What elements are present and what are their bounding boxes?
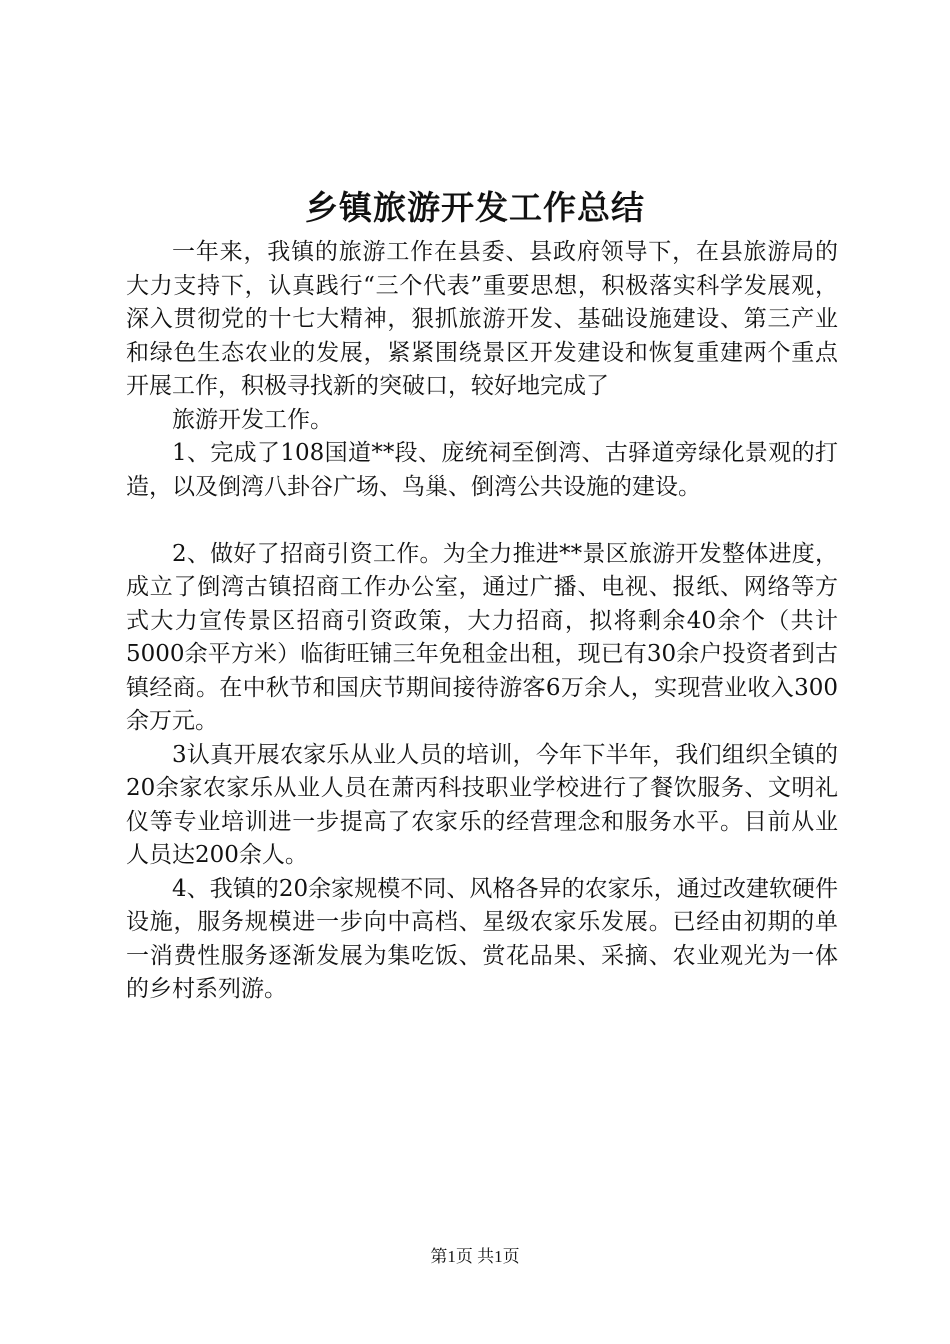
page-footer: 第1页 共1页 [430,1247,520,1266]
paragraph-item-2: 2、做好了招商引资工作。为全力推进**景区旅游开发整体进度，成立了倒湾古镇招商工作办公室，通过广播、电视、报纸、网络等方式大力宣传景区招商引资政策，大力招商，拟将剩余40余个（共计5000余平方米）临街旺铺三年免租金出租，现已有30余户投资者到古镇经商。在中秋节和国庆节期间接待游客6万余人，实现营业收入300余万元。 [126,540,838,734]
paragraph-item-3: 3认真开展农家乐从业人员的培训，今年下半年，我们组织全镇的20余家农家乐从业人员在萧丙科技职业学校进行了餐饮服务、文明礼仪等专业培训进一步提高了农家乐的经营理念和服务水平。目前从业人员达200余人。 [126,741,838,868]
paragraph-intro: 一年来，我镇的旅游工作在县委、县政府领导下，在县旅游局的大力支持下，认真践行“三个代表”重要思想，积极落实科学发展观，深入贯彻党的十七大精神，狠抓旅游开发、基础设施建设、第三产业和绿色生态农业的发展，紧紧围绕景区开发建设和恢复重建两个重点开展工作，积极寻找新的突破口，较好地完成了 [126,239,838,399]
document-title: 乡镇旅游开发工作总结 [305,188,645,227]
paragraph-continuation: 旅游开发工作。 [172,406,333,433]
document-body [126,236,838,1007]
paragraph-spacer [126,504,838,538]
paragraph-item-4: 4、我镇的20余家规模不同、风格各异的农家乐，通过改建软硬件设施，服务规模进一步向中高档、星级农家乐发展。已经由初期的单一消费性服务逐渐发展为集吃饭、赏花品果、采摘、农业观光为一体的乡村系列游。 [126,875,838,1002]
paragraph-item-1: 1、完成了108国道**段、庞统祠至倒湾、古驿道旁绿化景观的打造，以及倒湾八卦谷广场、鸟巢、倒湾公共设施的建设。 [126,440,838,500]
